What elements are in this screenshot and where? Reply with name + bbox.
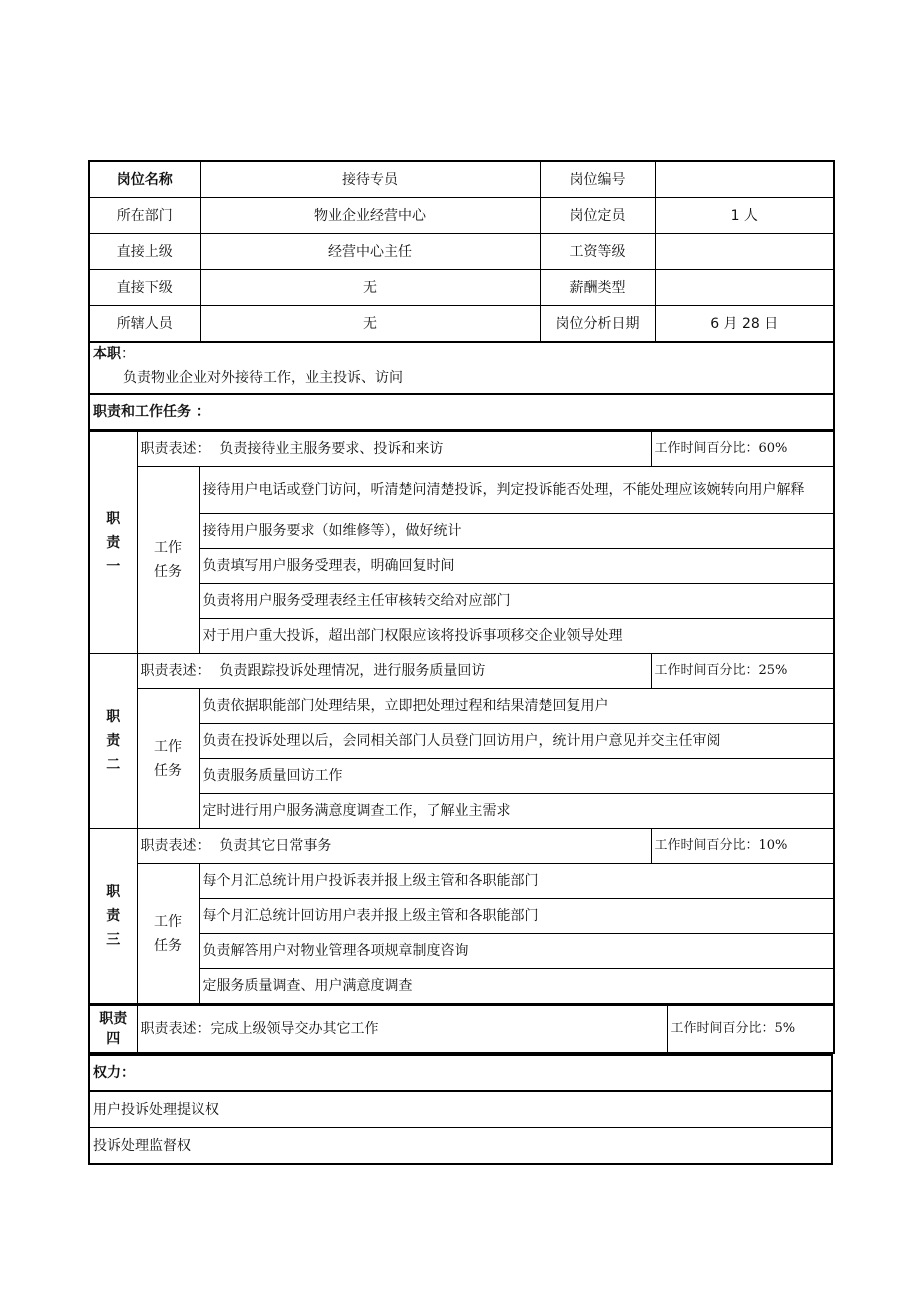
duties-title-row xyxy=(89,394,834,430)
task-row xyxy=(89,899,834,934)
task-item: 接待用户服务要求（如维修等），做好统计 xyxy=(199,514,834,549)
task-row xyxy=(89,467,834,514)
info-value: 无 xyxy=(200,306,540,343)
task-item: 负责将用户服务受理表经主任审核转交给对应部门 xyxy=(199,584,834,619)
info-label: 薪酬类型 xyxy=(540,270,655,306)
info-value xyxy=(655,234,834,270)
summary-text: 负责物业企业对外接待工作，业主投诉、访问 xyxy=(123,370,403,386)
powers-table xyxy=(88,1054,833,1165)
powers-title: 权力： xyxy=(89,1055,832,1091)
info-row xyxy=(89,306,834,343)
info-value xyxy=(655,161,834,198)
task-row xyxy=(89,724,834,759)
info-label: 岗位分析日期 xyxy=(540,306,655,343)
summary-label: 本职 xyxy=(93,346,121,362)
duty-time-percent: 工作时间百分比：25% xyxy=(651,654,834,689)
task-row xyxy=(89,864,834,899)
duty-time-percent: 工作时间百分比：5% xyxy=(667,1006,834,1054)
info-label: 岗位定员 xyxy=(540,198,655,234)
task-row xyxy=(89,759,834,794)
info-label: 所辖人员 xyxy=(89,306,200,343)
task-row xyxy=(89,969,834,1005)
task-row xyxy=(89,934,834,969)
duty-statement-row xyxy=(89,829,834,864)
task-item: 接待用户电话或登门访问，听清楚问清楚投诉，判定投诉能否处理，不能处理应该婉转向用户解释 xyxy=(199,467,834,514)
task-item: 对于用户重大投诉，超出部门权限应该将投诉事项移交企业领导处理 xyxy=(199,619,834,654)
info-row xyxy=(89,161,834,198)
task-row xyxy=(89,689,834,724)
task-item: 定时进行用户服务满意度调查工作，了解业主需求 xyxy=(199,794,834,829)
task-item: 定服务质量调查、用户满意度调查 xyxy=(199,969,834,1005)
info-label: 直接下级 xyxy=(89,270,200,306)
power-row xyxy=(89,1091,832,1128)
duty-label: 职责二 xyxy=(89,654,137,829)
task-item: 负责依据职能部门处理结果，立即把处理过程和结果清楚回复用户 xyxy=(199,689,834,724)
info-label: 所在部门 xyxy=(89,198,200,234)
tasks-label: 工作任务 xyxy=(137,864,199,1005)
duty4-table xyxy=(88,1005,835,1054)
duty-statement: 职责表述： 负责跟踪投诉处理情况，进行服务质量回访 xyxy=(137,654,651,689)
duties-title: 职责和工作任务 ： xyxy=(89,394,834,430)
task-row xyxy=(89,549,834,584)
duty-label: 职责四 xyxy=(89,1006,137,1054)
info-value xyxy=(655,270,834,306)
task-item: 每个月汇总统计回访用户表并报上级主管和各职能部门 xyxy=(199,899,834,934)
info-row xyxy=(89,198,834,234)
info-label: 岗位名称 xyxy=(89,161,200,198)
duty-statement: 职责表述： 负责其它日常事务 xyxy=(137,829,651,864)
power-item: 投诉处理监督权 xyxy=(89,1128,832,1165)
info-value: 无 xyxy=(200,270,540,306)
info-value: 6 月 28 日 xyxy=(655,306,834,343)
duty-statement: 职责表述： 负责接待业主服务要求、投诉和来访 xyxy=(137,432,651,467)
powers-title-row xyxy=(89,1055,832,1091)
duty-label: 职责一 xyxy=(89,432,137,654)
duty-label: 职责三 xyxy=(89,829,137,1005)
task-item: 负责填写用户服务受理表，明确回复时间 xyxy=(199,549,834,584)
duty-time-percent: 工作时间百分比：60% xyxy=(651,432,834,467)
position-info-table xyxy=(88,160,835,431)
summary-row xyxy=(89,342,834,394)
summary-cell xyxy=(89,342,834,394)
info-value: 经营中心主任 xyxy=(200,234,540,270)
duty-time-percent: 工作时间百分比：10% xyxy=(651,829,834,864)
job-description-document xyxy=(88,160,833,1165)
task-row xyxy=(89,514,834,549)
info-value: 接待专员 xyxy=(200,161,540,198)
task-row xyxy=(89,584,834,619)
info-label: 工资等级 xyxy=(540,234,655,270)
task-row xyxy=(89,794,834,829)
power-row xyxy=(89,1128,832,1165)
duties-table xyxy=(88,431,835,1005)
power-item: 用户投诉处理提议权 xyxy=(89,1091,832,1128)
task-row xyxy=(89,619,834,654)
task-item: 负责解答用户对物业管理各项规章制度咨询 xyxy=(199,934,834,969)
info-value: 物业企业经营中心 xyxy=(200,198,540,234)
task-item: 负责服务质量回访工作 xyxy=(199,759,834,794)
tasks-label: 工作任务 xyxy=(137,467,199,654)
duty-statement-row xyxy=(89,1006,834,1054)
task-item: 负责在投诉处理以后，会同相关部门人员登门回访用户，统计用户意见并交主任审阅 xyxy=(199,724,834,759)
duty-statement-row xyxy=(89,654,834,689)
tasks-label: 工作任务 xyxy=(137,689,199,829)
info-row xyxy=(89,234,834,270)
info-label: 直接上级 xyxy=(89,234,200,270)
duty-statement: 职责表述：完成上级领导交办其它工作 xyxy=(137,1006,667,1054)
duty-statement-row xyxy=(89,432,834,467)
info-row xyxy=(89,270,834,306)
info-label: 岗位编号 xyxy=(540,161,655,198)
task-item: 每个月汇总统计用户投诉表并报上级主管和各职能部门 xyxy=(199,864,834,899)
summary-colon: ： xyxy=(121,346,135,362)
info-value: 1 人 xyxy=(655,198,834,234)
